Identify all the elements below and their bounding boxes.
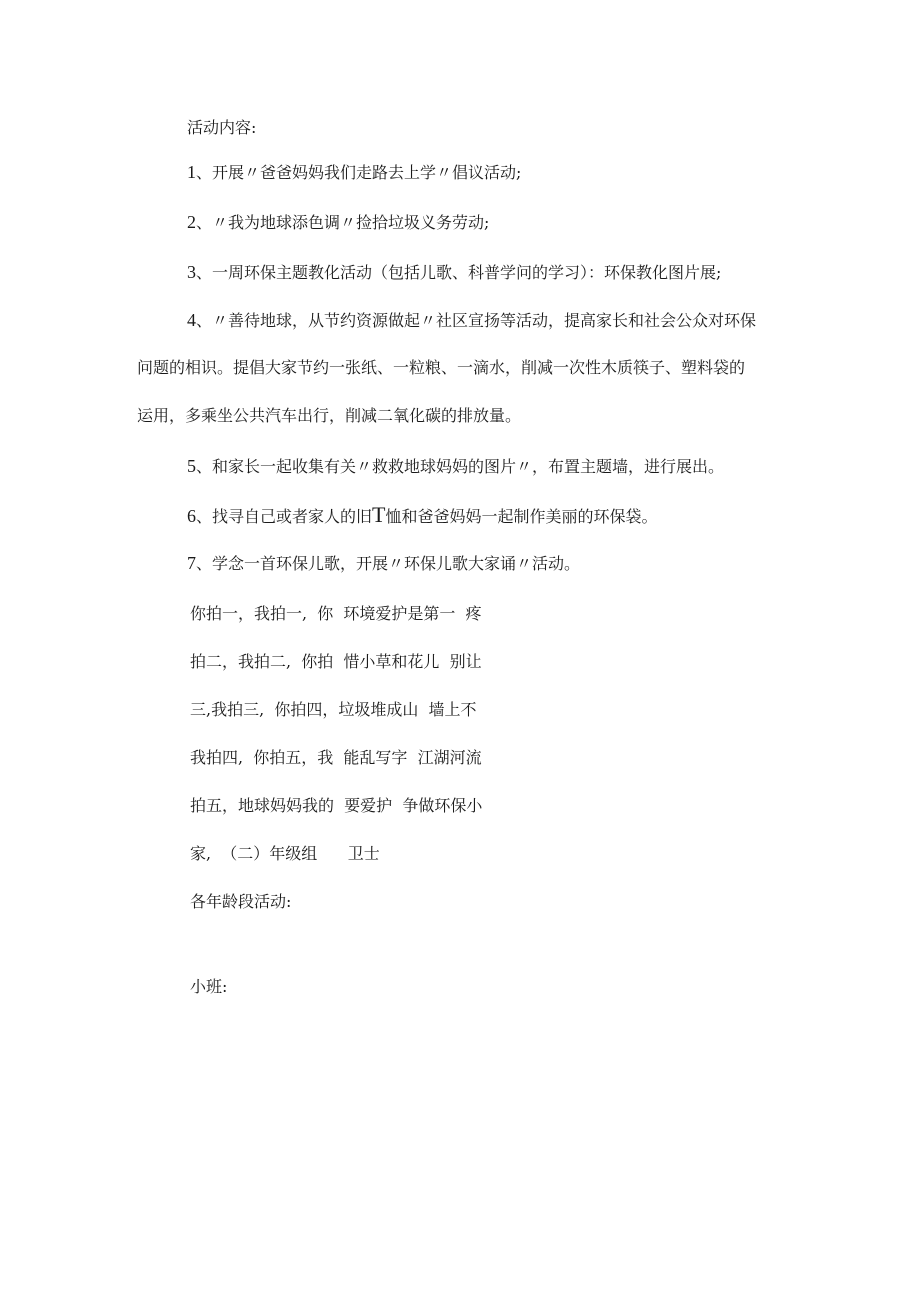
item-text: 、〃我为地球添色调〃捡拾垃圾义务劳动; — [196, 213, 490, 232]
item-text: 、找寻自己或者家人的旧 — [196, 507, 373, 526]
item-number: 6 — [187, 506, 196, 526]
item-number: 5 — [187, 456, 196, 476]
item-number: 4 — [187, 310, 196, 330]
list-item-3 — [187, 262, 721, 283]
item-text: 、〃善待地球，从节约资源做起〃社区宣扬等活动，提高家长和社会公众对环保 — [196, 311, 757, 330]
item-text: 、一周环保主题教化活动（包括儿歌、科普学问的学习）：环保教化图片展; — [196, 263, 722, 282]
list-item-4 — [187, 310, 756, 331]
list-item-4-continuation-2: 运用，多乘坐公共汽车出行，削减二氧化碳的排放量。 — [137, 406, 522, 425]
item-text: 、和家长一起收集有关〃救救地球妈妈的图片〃，布置主题墙，进行展出。 — [196, 457, 725, 476]
item-number: 1 — [187, 162, 196, 182]
poem-line-2: 拍二，我拍二, 你拍 惜小草和花儿 别让 — [190, 652, 482, 671]
list-item-7 — [187, 553, 580, 574]
list-item-6 — [187, 502, 658, 527]
item-number: 3 — [187, 262, 196, 282]
item-text: 恤和爸爸妈妈一起制作美丽的环保袋。 — [385, 507, 658, 526]
item-number: 7 — [187, 553, 196, 573]
section-heading: 活动内容: — [187, 118, 257, 137]
item-text: 、学念一首环保儿歌，开展〃环保儿歌大家诵〃活动。 — [196, 554, 581, 573]
poem-line-6: 家, （二）年级组 卫士 — [190, 844, 380, 863]
class-label: 小班: — [190, 977, 228, 996]
list-item-1 — [187, 162, 521, 183]
poem-line-5: 拍五，地球妈妈我的 要爱护 争做环保小 — [190, 796, 483, 815]
poem-line-4: 我拍四, 你拍五，我 能乱写字 江湖河流 — [190, 748, 482, 767]
poem-line-1: 你拍一，我拍一, 你 环境爱护是第一 疼 — [190, 604, 482, 623]
list-item-2 — [187, 212, 489, 233]
item-number: 2 — [187, 212, 196, 232]
list-item-4-continuation-1: 问题的相识。提倡大家节约一张纸、一粒粮、一滴水，削减一次性木质筷子、塑料袋的 — [137, 358, 746, 377]
item-letter: T — [372, 502, 386, 527]
section-label: 各年龄段活动: — [190, 892, 292, 911]
item-text: 、开展〃爸爸妈妈我们走路去上学〃倡议活动; — [196, 163, 522, 182]
list-item-5 — [187, 456, 724, 477]
poem-line-3: 三,我拍三, 你拍四，垃圾堆成山 墙上不 — [190, 700, 477, 719]
